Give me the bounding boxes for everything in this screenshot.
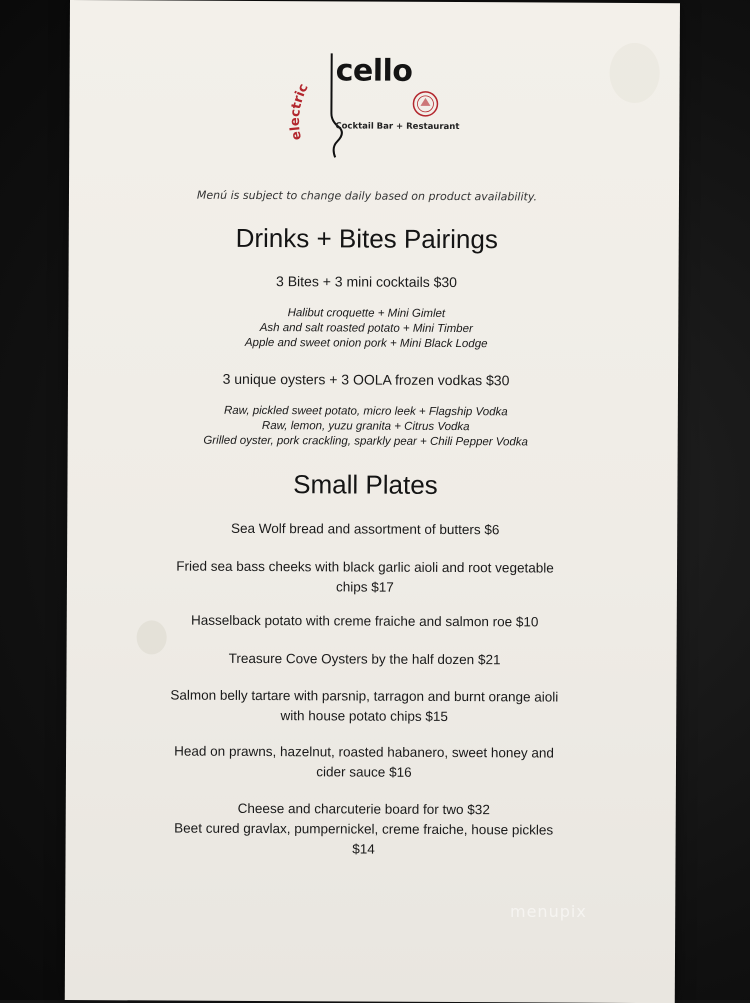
- electric-text: electric: [287, 81, 312, 142]
- menu-item: Sea Wolf bread and assortment of butters $6: [230, 520, 500, 538]
- pairing-item: Raw, pickled sweet potato, micro leek + Flagship Vodka: [223, 404, 508, 419]
- menu-item: Beet cured gravlax, pumpernickel, creme fraiche, house pickles $14: [174, 820, 554, 857]
- menupix-watermark: menupix: [510, 902, 587, 921]
- paper-stain: [137, 620, 167, 654]
- menu-item: Fried sea bass cheeks with black garlic aioli and root vegetable chips $17: [176, 558, 554, 595]
- restaurant-logo: [283, 51, 464, 162]
- pairing-offer-title: 3 Bites + 3 mini cocktails $30: [276, 273, 458, 291]
- seal-icon: [411, 90, 439, 118]
- menu-item: Treasure Cove Oysters by the half dozen $21: [228, 650, 501, 668]
- pairings-heading: Drinks + Bites Pairings: [235, 222, 498, 255]
- cello-wordmark: cello: [335, 53, 413, 89]
- menu-notice: Menú is subject to change daily based on product availability.: [196, 188, 538, 204]
- pairing-item: Ash and salt roasted potato + Mini Timber: [259, 321, 473, 336]
- menu-item: Hasselback potato with creme fraiche and salmon roe $10: [190, 612, 539, 630]
- paper-stain: [609, 43, 659, 103]
- pairing-item: Grilled oyster, pork crackling, sparkly pear + Chili Pepper Vodka: [203, 434, 529, 449]
- logo-tagline: Cocktail Bar + Restaurant: [335, 121, 460, 133]
- pairing-offer-title: 3 unique oysters + 3 OOLA frozen vodkas $30: [222, 370, 510, 389]
- small-plates-heading: Small Plates: [293, 469, 438, 500]
- menu-item: Salmon belly tartare with parsnip, tarragon and burnt orange aioli with house potato chips $15: [170, 687, 559, 724]
- pairing-item: Apple and sweet onion pork + Mini Black Lodge: [244, 336, 488, 351]
- menu-page: [65, 0, 680, 1003]
- menu-item: Cheese and charcuterie board for two $32: [237, 800, 490, 818]
- svg-text:electric: [288, 82, 312, 142]
- menu-item: Head on prawns, hazelnut, roasted habanero, sweet honey and cider sauce $16: [174, 743, 554, 780]
- pairing-item: Raw, lemon, yuzu granita + Citrus Vodka: [261, 420, 470, 434]
- pairing-item: Halibut croquette + Mini Gimlet: [287, 307, 446, 320]
